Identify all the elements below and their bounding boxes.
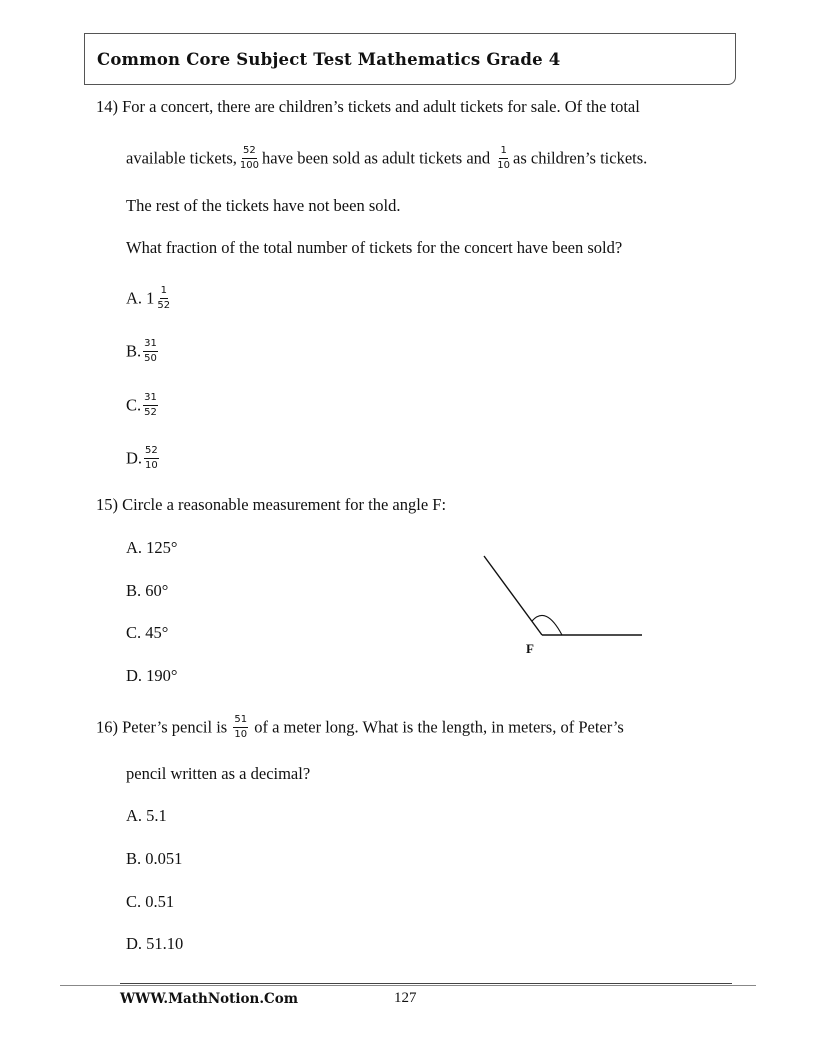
q14-line-4: What fraction of the total number of tickets for the concert have been sold? bbox=[126, 238, 623, 257]
q15-option-c[interactable]: C. 45° bbox=[126, 623, 169, 642]
q16-line-2: pencil written as a decimal? bbox=[126, 764, 311, 783]
q16-option-d[interactable]: D. 51.10 bbox=[126, 934, 184, 953]
q14-option-d[interactable]: D. $\frac{52}{10}$ bbox=[126, 445, 158, 471]
q16-option-c[interactable]: C. 0.51 bbox=[126, 892, 175, 911]
fraction-1-52: $\frac{1}{52}$ bbox=[157, 285, 171, 311]
q16-text-1a: Peter’s pencil is bbox=[122, 717, 228, 737]
angle-label-f: F bbox=[526, 641, 534, 656]
q14-line-3: The rest of the tickets have not been sold. bbox=[126, 196, 401, 215]
q16-line-1 bbox=[96, 715, 624, 742]
fraction-31-50: $\frac{31}{50}$ bbox=[144, 338, 157, 364]
q14-option-c[interactable]: C. $\frac{31}{52}$ bbox=[126, 392, 157, 418]
fraction-31-52: $\frac{31}{52}$ bbox=[144, 392, 157, 418]
page-title: Common Core Subject Test Mathematics Grade 4 bbox=[97, 50, 561, 69]
q14-text-2a: available tickets, bbox=[126, 148, 237, 168]
q15-number: 15) bbox=[96, 495, 118, 514]
q16-number: 16) bbox=[96, 717, 118, 737]
angle-arc bbox=[532, 615, 562, 635]
q14-option-b[interactable]: B. $\frac{31}{50}$ bbox=[126, 338, 157, 364]
q14-text-1: For a concert, there are children’s tickets and adult tickets for sale. Of the total bbox=[122, 97, 640, 116]
q15-option-b[interactable]: B. 60° bbox=[126, 581, 169, 600]
q15-text: Circle a reasonable measurement for the angle F: bbox=[122, 495, 447, 514]
footer-divider-outer bbox=[60, 985, 756, 986]
fraction-51-10: $\frac{51}{10}$ bbox=[234, 714, 248, 740]
fraction-52-10: $\frac{52}{10}$ bbox=[145, 445, 158, 471]
q14-text-2c: as children’s tickets. bbox=[513, 148, 648, 168]
q14-option-a[interactable]: A. 1 $\frac{1}{52}$ bbox=[126, 285, 171, 311]
q14-text-2b: have been sold as adult tickets and bbox=[261, 148, 491, 168]
angle-ray-left bbox=[484, 556, 542, 635]
q15-option-a[interactable]: A. 125° bbox=[126, 538, 178, 557]
q16-option-a[interactable]: A. 5.1 bbox=[126, 806, 167, 825]
q14-number: 14) bbox=[96, 97, 118, 116]
header-box bbox=[84, 33, 736, 85]
fraction-1-10: $\frac{1}{10}$ bbox=[497, 145, 511, 171]
angle-f-diagram bbox=[470, 548, 660, 660]
q15-option-d[interactable]: D. 190° bbox=[126, 666, 178, 685]
q14-line-2 bbox=[126, 146, 647, 173]
fraction-52-100: $\frac{52}{100}$ bbox=[239, 145, 259, 171]
footer-divider bbox=[120, 983, 732, 984]
q14-line-1 bbox=[96, 97, 640, 117]
q15-line-1 bbox=[96, 495, 446, 515]
page-number: 127 bbox=[394, 990, 417, 1006]
footer-website: WWW.MathNotion.Com bbox=[120, 991, 299, 1007]
q16-text-1b: of a meter long. What is the length, in meters, of Peter’s bbox=[254, 717, 624, 737]
q16-option-b[interactable]: B. 0.051 bbox=[126, 849, 183, 868]
